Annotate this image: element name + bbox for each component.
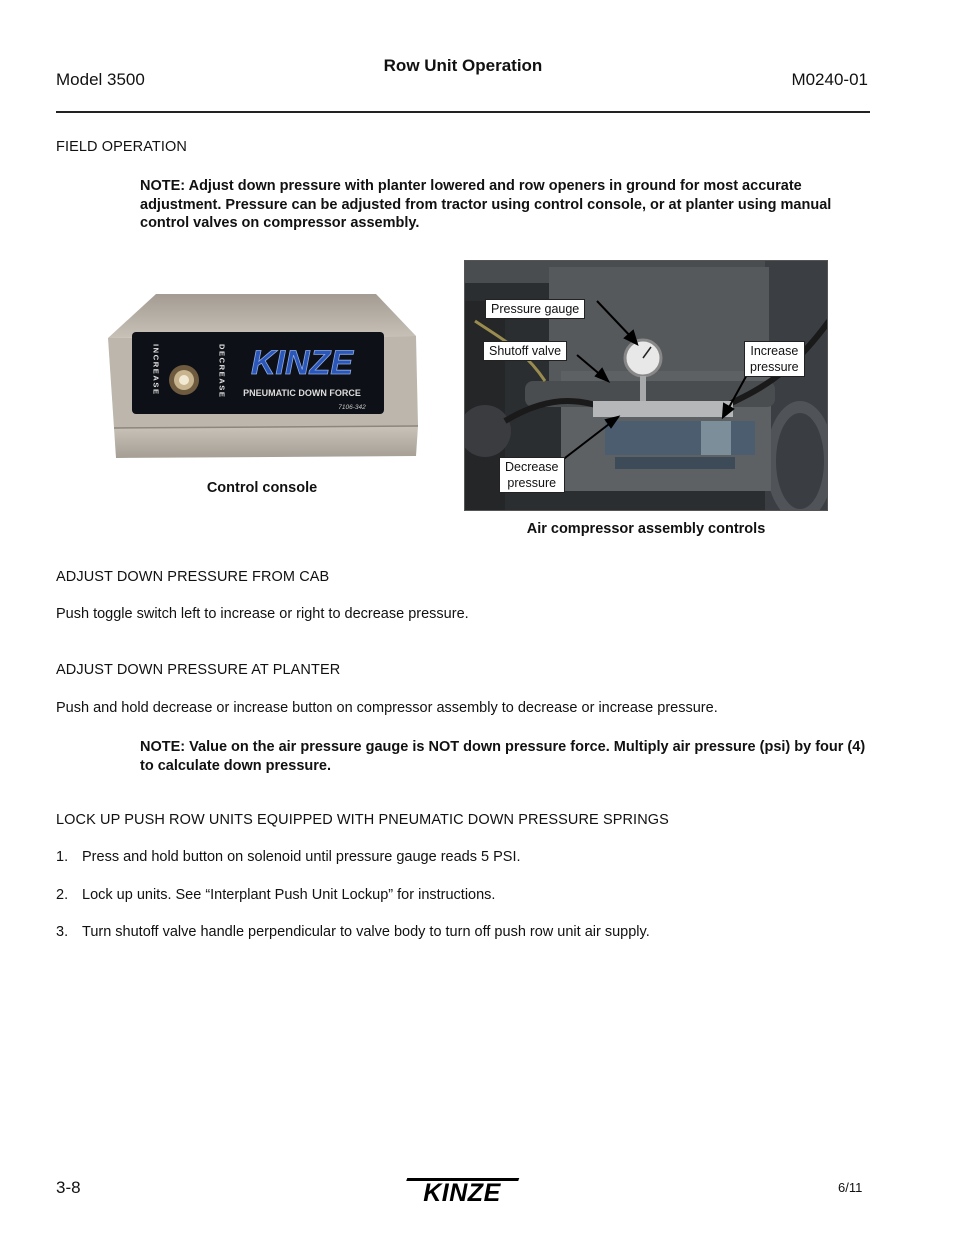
list-item-number: 3.: [56, 924, 69, 940]
label-increase-line1: Increase: [750, 344, 799, 358]
kinze-logo: [402, 1176, 524, 1206]
page-number: 3-8: [56, 1178, 81, 1197]
model-label: Model 3500: [56, 70, 145, 89]
label-decrease-line2: pressure: [507, 476, 557, 490]
air-compressor-caption: Air compressor assembly controls: [526, 521, 766, 537]
heading-adjust-from-cab: ADJUST DOWN PRESSURE FROM CAB: [56, 569, 330, 585]
list-item: [56, 849, 521, 865]
label-increase-pressure: [744, 341, 805, 377]
document-number: M0240-01: [791, 70, 868, 89]
text-adjust-from-cab: Push toggle switch left to increase or right to decrease pressure.: [56, 606, 469, 622]
heading-lock-up: LOCK UP PUSH ROW UNITS EQUIPPED WITH PNEUMATIC DOWN PRESSURE SPRINGS: [56, 812, 669, 828]
note-adjust-down-pressure: NOTE: Adjust down pressure with planter lowered and row openers in ground for most accurate adjustment. Pressure can be adjusted from tractor using control console, or at planter using manual control valves on compressor assembly.: [140, 178, 832, 231]
page-title: Row Unit Operation: [383, 56, 543, 75]
list-item-number: 2.: [56, 887, 69, 903]
label-shutoff-valve: Shutoff valve: [483, 341, 567, 361]
heading-field-operation: FIELD OPERATION: [56, 139, 187, 155]
console-part-number: 7106-342: [338, 404, 366, 411]
header-rule: [56, 111, 870, 113]
air-compressor-image: [464, 260, 828, 511]
list-item-number: 1.: [56, 849, 69, 865]
decrease-vertical-text: DECREASE: [217, 344, 227, 399]
label-pressure-gauge: Pressure gauge: [485, 299, 585, 319]
list-item: [56, 887, 495, 903]
list-item-text: Lock up units. See “Interplant Push Unit Lockup” for instructions.: [82, 887, 496, 903]
console-subtitle-text: PNEUMATIC DOWN FORCE: [243, 388, 361, 398]
increase-vertical-text: INCREASE: [151, 344, 161, 396]
text-adjust-at-planter: Push and hold decrease or increase button on compressor assembly to decrease or increase pressure.: [56, 700, 718, 716]
control-console-caption: Control console: [206, 480, 318, 496]
heading-adjust-at-planter: ADJUST DOWN PRESSURE AT PLANTER: [56, 662, 341, 678]
revision-date: 6/11: [838, 1180, 863, 1195]
list-item-text: Turn shutoff valve handle perpendicular to valve body to turn off push row unit air supply.: [82, 924, 650, 940]
list-item: [56, 924, 650, 940]
label-decrease-pressure: [499, 457, 565, 493]
note-gauge-value: NOTE: Value on the air pressure gauge is NOT down pressure force. Multiply air pressure (psi) by four (4) to calculate down pressure.: [140, 739, 866, 774]
console-brand-text: KINZE: [251, 344, 353, 382]
list-item-text: Press and hold button on solenoid until pressure gauge reads 5 PSI.: [82, 849, 521, 865]
label-decrease-line1: Decrease: [505, 460, 559, 474]
control-console-image: [104, 286, 420, 464]
svg-text:KINZE: KINZE: [423, 1179, 501, 1206]
label-increase-line2: pressure: [750, 360, 799, 374]
